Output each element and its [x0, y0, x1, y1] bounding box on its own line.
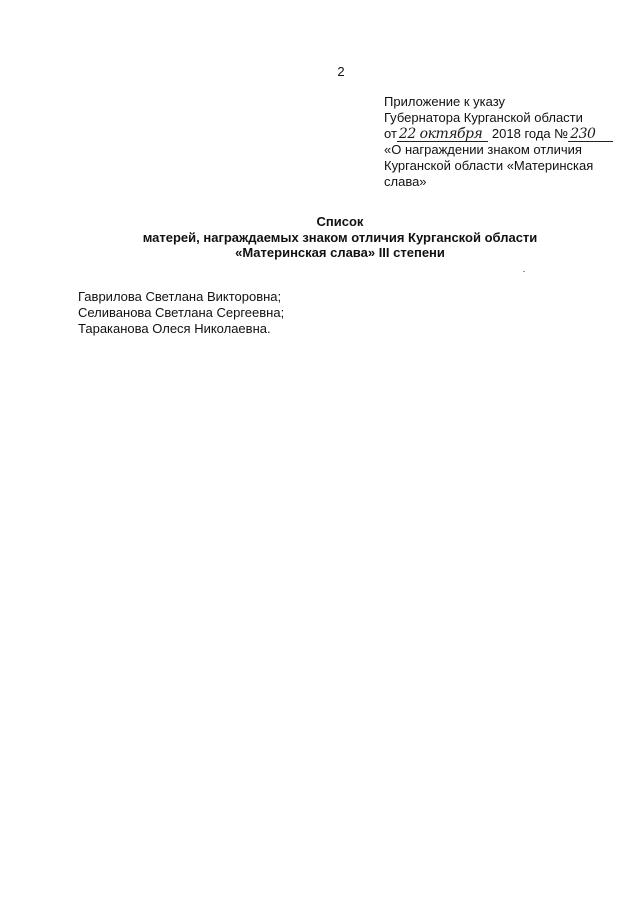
page-number: 2: [337, 64, 345, 79]
date-suffix: 2018 года №: [491, 126, 569, 141]
appendix-line-title: Приложение к указу: [384, 94, 506, 109]
scan-speck: [523, 271, 525, 272]
title-line-2: матерей, награждаемых знаком отличия Курганской области: [142, 229, 538, 245]
handwritten-date: 22 октября: [397, 128, 488, 142]
handwritten-number: 230: [568, 128, 613, 142]
list-item: Гаврилова Светлана Викторовна;: [78, 289, 282, 304]
appendix-line-subject-3: слава»: [384, 174, 427, 189]
list-item: Селиванова Светлана Сергеевна;: [78, 305, 285, 320]
document-title: [100, 214, 580, 261]
recipient-list: [78, 289, 478, 337]
title-line-1: Список: [316, 214, 364, 229]
appendix-line-governor: Губернатора Курганской области: [384, 110, 583, 125]
appendix-line-date: [384, 126, 624, 142]
appendix-line-subject-1: «О награждении знаком отличия: [384, 142, 582, 157]
title-line-3: «Материнская слава» III степени: [235, 245, 445, 260]
appendix-header: [384, 94, 624, 190]
appendix-line-subject-2: Курганской области «Материнская: [384, 158, 594, 173]
date-prefix: от: [384, 126, 397, 141]
list-item: Тараканова Олеся Николаевна.: [78, 321, 271, 336]
